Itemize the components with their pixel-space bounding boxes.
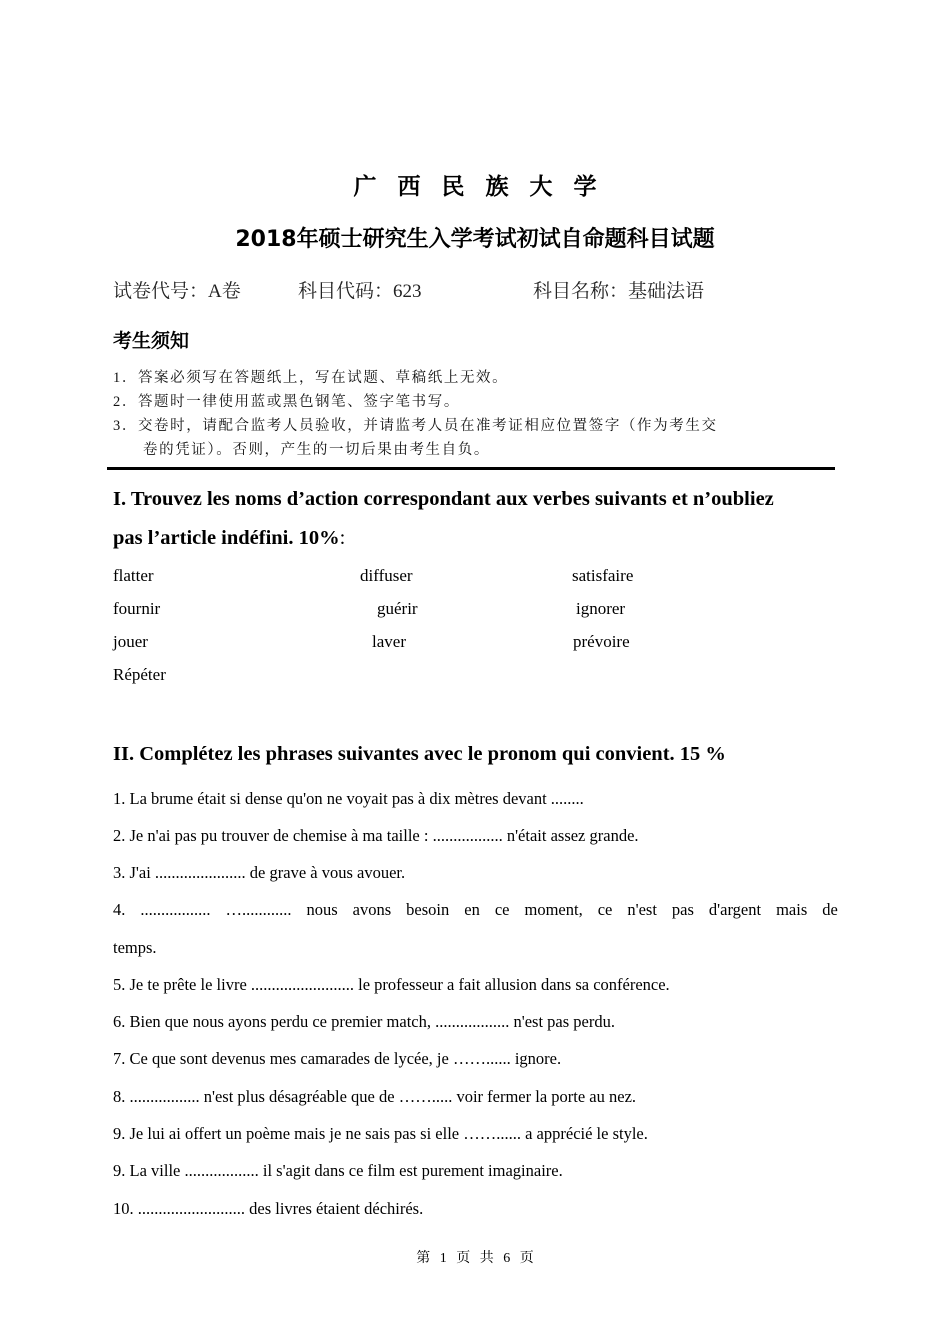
question-6: 6. Bien que nous ayons perdu ce premier match, .................. n'est pas perdu.: [113, 1012, 615, 1031]
section1-title-line1: I. Trouvez les noms d’action correspondant aux verbes suivants et n’oubliez: [113, 488, 774, 510]
verb-item: prévoire: [573, 632, 630, 651]
question-10: 10. .......................... des livres étaient déchirés.: [113, 1199, 424, 1218]
section1-title-text: pas l’article indéfini. 10%: [113, 527, 340, 549]
verb-item: Répéter: [113, 665, 166, 684]
section1-title-line2: [113, 527, 345, 550]
question-5: 5. Je te prête le livre ......................... le professeur a fait allusion dans sa conférence.: [113, 975, 670, 994]
question-4-continued: temps.: [113, 938, 157, 957]
verb-item: diffuser: [360, 566, 413, 585]
q4-word: d'argent: [708, 900, 762, 919]
q4-word: avons: [352, 900, 392, 919]
section1-title-colon: :: [339, 527, 346, 549]
verb-item: satisfaire: [572, 566, 634, 585]
question-8: 8. ................. n'est plus désagréable que de ……..... voir fermer la porte au nez.: [113, 1087, 637, 1106]
page-number: 第 1 页 共 6 页: [416, 1251, 534, 1266]
verb-item: laver: [372, 632, 406, 651]
notice-item: 2．答题时一律使用蓝或黑色钢笔、签字笔书写。: [113, 394, 460, 410]
verb-item: guérir: [377, 599, 418, 618]
q4-word: ce: [494, 900, 510, 919]
notice-item: 1．答案必须写在答题纸上，写在试题、草稿纸上无效。: [113, 370, 509, 386]
university-name: 广西民族大学: [353, 174, 618, 200]
question-2: 2. Je n'ai pas pu trouver de chemise à ma taille : ................. n'était assez grande.: [113, 826, 639, 845]
q4-word: mais: [776, 900, 808, 919]
verb-item: fournir: [113, 599, 161, 618]
q4-word: besoin: [406, 900, 450, 919]
q4-word: en: [464, 900, 480, 919]
notice-item: 3．交卷时，请配合监考人员验收，并请监考人员在准考证相应位置签字（作为考生交: [113, 418, 718, 434]
verb-item: ignorer: [576, 599, 626, 618]
q4-word: de: [822, 900, 838, 919]
question-3: 3. J'ai ...................... de grave à vous avouer.: [113, 863, 406, 882]
question-4: [113, 900, 838, 920]
q4-word: .................: [140, 900, 211, 919]
divider-line: [107, 467, 835, 470]
verb-item: jouer: [113, 632, 148, 651]
q4-word: pas: [671, 900, 694, 919]
exam-title: 2018年硕士研究生入学考试初试自命题科目试题: [235, 227, 715, 252]
q4-word: moment,: [524, 900, 583, 919]
question-1: 1. La brume était si dense qu'on ne voyait pas à dix mètres devant ........: [113, 789, 584, 808]
notice-heading: 考生须知: [113, 330, 190, 352]
question-9b: 9. La ville .................. il s'agit dans ce film est purement imaginaire.: [113, 1161, 563, 1180]
paper-code: 试卷代号：A卷: [113, 281, 241, 302]
q4-word: 4.: [113, 900, 126, 919]
question-7: 7. Ce que sont devenus mes camarades de lycée, je ……...... ignore.: [113, 1049, 562, 1068]
verb-item: flatter: [113, 566, 154, 585]
subject-name: 科目名称：基础法语: [533, 281, 705, 302]
q4-word: …............: [225, 900, 292, 919]
subject-code: 科目代码：623: [298, 281, 422, 302]
q4-word: n'est: [627, 900, 657, 919]
section2-title: II. Complétez les phrases suivantes avec le pronom qui convient. 15 %: [113, 743, 726, 765]
question-9a: 9. Je lui ai offert un poème mais je ne sais pas si elle ……...... a apprécié le style.: [113, 1124, 648, 1143]
q4-word: nous: [306, 900, 338, 919]
q4-word: ce: [597, 900, 613, 919]
notice-item-continued: 卷的凭证）。否则，产生的一切后果由考生自负。: [143, 442, 490, 458]
